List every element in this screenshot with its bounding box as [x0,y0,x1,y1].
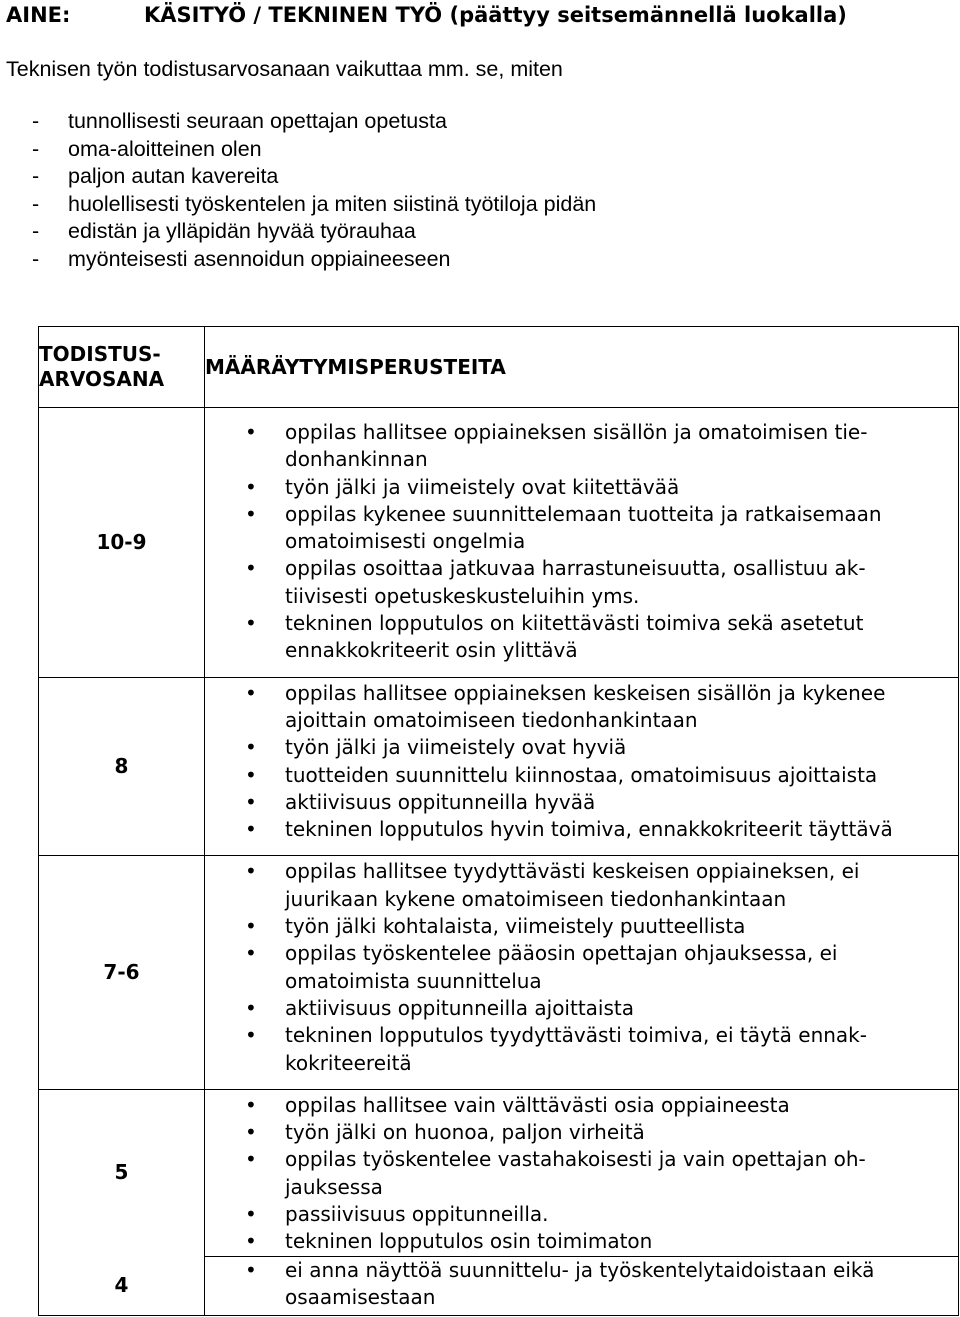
list-item: • oppilas hallitsee vain välttävästi osia oppiaineesta [205,1092,958,1119]
grade-column-header: TODISTUS- ARVOSANA [39,327,205,408]
list-item: • työn jälki ja viimeistely ovat kiitettävää [205,474,958,501]
list-item: • oppilas kykenee suunnittelemaan tuotteita ja ratkaisemaan omatoimisesti ongelmia [205,501,958,556]
grade-cell: 10-9 [39,408,205,678]
list-item: - edistän ja ylläpidän hyvää työrauhaa [32,219,416,243]
list-item: • tekninen lopputulos hyvin toimiva, ennakkokriteerit täyttävä [205,816,958,843]
table-row [39,1256,959,1316]
subject-name: KÄSITYÖ / TEKNINEN TYÖ (päättyy seitsemännellä luokalla) [144,3,847,27]
grading-factors-list [32,108,596,273]
list-item: • työn jälki on huonoa, paljon virheitä [205,1119,958,1146]
list-item: • passiivisuus oppitunneilla. [205,1201,958,1228]
list-item: • työn jälki kohtalaista, viimeistely puutteellista [205,913,958,940]
criteria-cell [205,1089,959,1256]
criteria-column-header: MÄÄRÄYTYMISPERUSTEITA [205,327,959,408]
grade-cell: 4 [39,1256,205,1316]
list-item: • aktiivisuus oppitunneilla ajoittaista [205,995,958,1022]
list-item: • oppilas hallitsee tyydyttävästi keskeisen oppiaineksen, ei juurikaan kykene omatoimiseen tiedonhankintaan [205,858,958,913]
grade-cell: 5 [39,1089,205,1256]
subject-heading [6,2,956,28]
list-item: - tunnollisesti seuraan opettajan opetusta [32,109,447,133]
list-item: • työn jälki ja viimeistely ovat hyviä [205,734,958,761]
criteria-cell [205,677,959,856]
list-item: - oma-aloitteinen olen [32,136,262,161]
list-item: • ei anna näyttöä suunnittelu- ja työskentelytaidoistaan eikä osaamisestaan [205,1257,958,1312]
table-row [39,677,959,856]
list-item: • oppilas työskentelee pääosin opettajan ohjauksessa, ei omatoimista suunnittelua [205,940,958,995]
table-row [39,1089,959,1256]
list-item: • tuotteiden suunnittelu kiinnostaa, omatoimisuus ajoittaista [205,762,958,789]
grade-cell: 7-6 [39,856,205,1089]
criteria-cell [205,408,959,678]
list-item: - paljon autan kavereita [32,164,279,188]
grading-table [38,326,959,1316]
list-item: • oppilas osoittaa jatkuvaa harrastuneisuutta, osallistuu aktiivisesti opetuskeskusteluihin yms. [205,555,958,610]
list-item: • oppilas työskentelee vastahakoisesti ja vain opettajan ohjauksessa [205,1146,958,1201]
table-header-row [39,327,959,408]
list-item: • tekninen lopputulos osin toimimaton [205,1228,958,1255]
criteria-cell [205,856,959,1089]
table-row [39,856,959,1089]
list-item: - myönteisesti asennoidun oppiaineeseen [32,246,451,271]
list-item: • tekninen lopputulos on kiitettävästi toimiva sekä asetetut ennakkokriteerit osin ylittävä [205,610,958,665]
table-row [39,408,959,678]
intro-text: Teknisen työn todistusarvosanaan vaikuttaa mm. se, miten [6,57,563,81]
subject-label: AINE: [6,3,71,27]
list-item: • aktiivisuus oppitunneilla hyvää [205,789,958,816]
list-item: • tekninen lopputulos tyydyttävästi toimiva, ei täytä ennakkokriteereitä [205,1022,958,1077]
grade-cell: 8 [39,677,205,856]
list-item: - huolellisesti työskentelen ja miten siistinä työtiloja pidän [32,191,597,216]
list-item: • oppilas hallitsee oppiaineksen keskeisen sisällön ja kykenee ajoittain omatoimiseen tiedonhankintaan [205,680,958,735]
list-item: • oppilas hallitsee oppiaineksen sisällön ja omatoimisen tiedonhankinnan [205,419,958,474]
criteria-cell [205,1256,959,1316]
